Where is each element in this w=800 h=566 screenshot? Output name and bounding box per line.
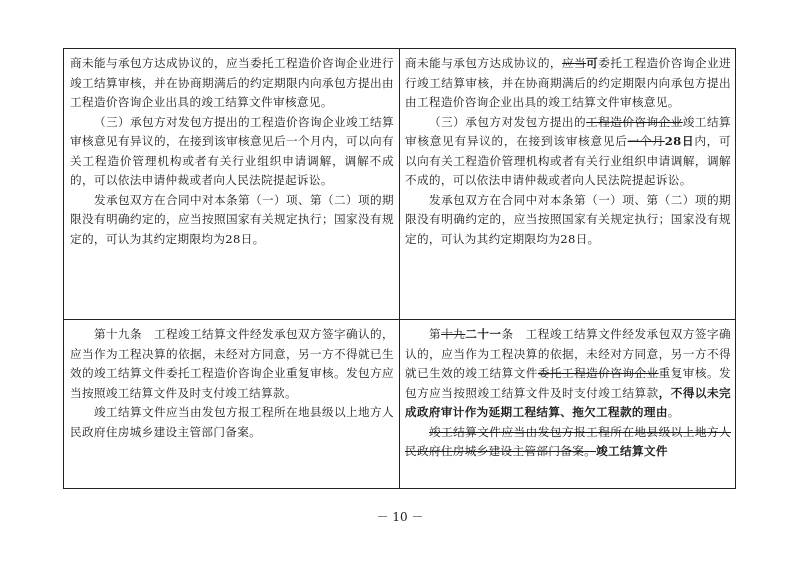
text-run: （三）承包方对发包方提出的: [429, 114, 587, 129]
deleted-text: 应当: [562, 56, 587, 70]
text-run: 第: [429, 327, 442, 341]
paragraph: 竣工结算文件应当由发包方报工程所在地县级以上地方人民政府住房城乡建设主管部门备案。: [70, 405, 394, 439]
paragraph: 发承包双方在合同中对本条第（一）项、第（二）项的期限没有明确约定的，应当按照国家有关规定执行；国家没有规定的，可认为其约定期限均为28日。: [70, 192, 394, 246]
added-text: 28日: [664, 134, 695, 148]
comparison-table: [63, 48, 736, 489]
paragraph: 商未能与承包方达成协议的，应当委托工程造价咨询企业进行竣工结算审核，并在协商期满后的约定期限内向承包方提出由工程造价咨询企业出具的竣工结算文件审核意见。: [70, 56, 394, 109]
text-run: 条 工程竣工结算文件经发承包双方签字确认的，应当作为工程决算的依据，未经对方同意，另一方不得就已生效的竣工结算文件: [405, 327, 731, 380]
added-text: 可: [586, 56, 599, 70]
paragraph: [405, 54, 731, 113]
added-text: ，不得以未完成政府审计作为延期工程结算、拖欠工程款的理由: [405, 385, 731, 419]
text-run: 商未能与承包方达成协议的，: [405, 56, 563, 70]
paragraph: [405, 113, 731, 191]
deleted-text: 一个月: [627, 134, 665, 148]
paragraph: [405, 423, 731, 462]
text-run: 重复审核。发包方应当按照竣工结算文件及时支付竣工结算款: [405, 366, 731, 400]
original-text-cell-top: [70, 54, 394, 249]
paragraph: 发承包双方在合同中对本条第（一）项、第（二）项的期限没有明确约定的，应当按照国家有关规定执行；国家没有规定的，可认为其约定期限均为28日。: [405, 192, 731, 246]
text-run: 竣工结算审核意见有异议的，在接到该审核意见后: [405, 114, 731, 148]
deleted-text: 十九: [441, 327, 466, 341]
revised-text-cell-bottom: [405, 325, 731, 462]
text-run: 内，可以向有关工程造价管理机构或者有关行业组织申请调解，调解不成的，可以依法申请仲裁或者向人民法院提起诉讼。: [405, 134, 731, 187]
revised-text-cell-top: [405, 54, 731, 249]
paragraph: （三）承包方对发包方提出的工程造价咨询企业竣工结算审核意见有异议的，在接到该审核意见后一个月内，可以向有关工程造价管理机构或者有关行业组织申请调解，调解不成的，可以依法申请仲裁或者向人民法院提起诉讼。: [70, 114, 394, 187]
deleted-text: 竣工结算文件应当由发包方报工程所在地县级以上地方人民政府住房城乡建设主管部门备案。: [405, 424, 731, 458]
original-text-cell-bottom: [70, 325, 394, 442]
paragraph: [405, 325, 731, 423]
column-divider: [399, 49, 400, 488]
page-number: － 10 －: [376, 510, 424, 524]
deleted-text: 工程造价咨询企业: [586, 114, 683, 129]
added-text: 二十一: [465, 327, 502, 341]
text-run: 。: [667, 405, 680, 419]
paragraph: 第十九条 工程竣工结算文件经发承包双方签字确认的，应当作为工程决算的依据，未经对方同意，另一方不得就已生效的竣工结算文件委托工程造价咨询企业重复审核。发包方应当按照竣工结算文件及时支付竣工结算款。: [70, 327, 394, 400]
row-divider: [64, 319, 735, 320]
added-text: 竣工结算文件: [596, 444, 668, 458]
deleted-text: 委托工程造价咨询企业: [537, 366, 659, 380]
text-run: 委托工程造价咨询企业进行竣工结算审核，并在协商期满后的约定期限内向承包方提出由工程造价咨询企业出具的竣工结算文件审核意见。: [405, 56, 731, 109]
